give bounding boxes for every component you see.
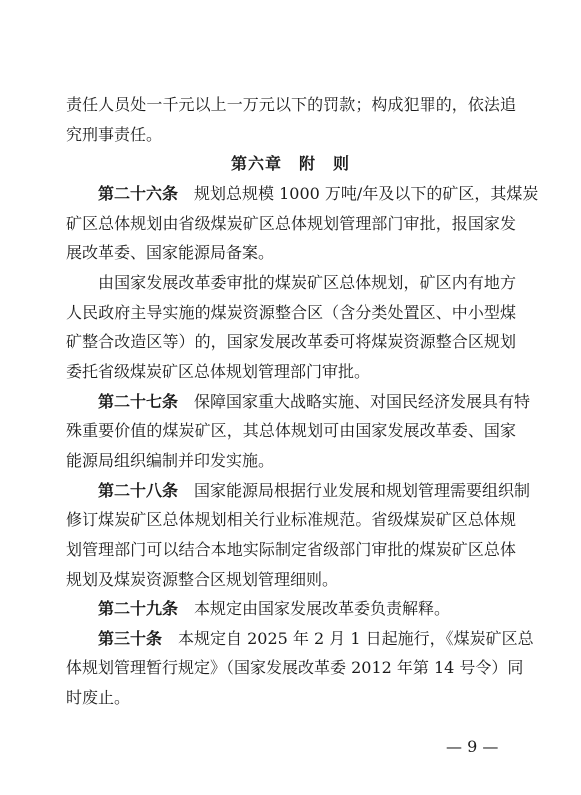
chapter-heading: 第六章 附 则 (230, 154, 350, 173)
article-number: 第二十七条 (98, 392, 179, 411)
page-number: — 9 — (446, 737, 499, 756)
article-number: 第二十八条 (98, 481, 179, 500)
paragraph-line: 体规划管理暂行规定》（国家发展改革委 2012 年第 14 号令）同 (66, 658, 524, 677)
paragraph-line: 矿整合改造区等）的，国家发展改革委可将煤炭资源整合区规划 (66, 332, 516, 351)
paragraph-line: 展改革委、国家能源局备案。 (66, 243, 275, 262)
article-number: 第三十条 (98, 629, 163, 648)
article-30-line: 第三十条 本规定自 2025 年 2 月 1 日起施行，《煤炭矿区总 (98, 629, 534, 648)
article-28-line: 第二十八条 国家能源局根据行业发展和规划管理需要组织制 (98, 481, 531, 500)
paragraph-line: 究刑事责任。 (66, 125, 163, 144)
paragraph-line: 由国家发展改革委审批的煤炭矿区总体规划，矿区内有地方 (98, 273, 516, 292)
article-26-line: 第二十六条 规划总规模 1000 万吨/年及以下的矿区，其煤炭 (98, 184, 539, 203)
paragraph-line: 能源局组织编制并印发实施。 (66, 451, 275, 470)
paragraph-line: 人民政府主导实施的煤炭资源整合区（含分类处置区、中小型煤 (66, 303, 516, 322)
article-29-line: 第二十九条 本规定由国家发展改革委负责解释。 (98, 599, 451, 618)
article-number: 第二十六条 (98, 184, 179, 203)
paragraph-line: 划管理部门可以结合本地实际制定省级部门审批的煤炭矿区总体 (66, 540, 516, 559)
article-number: 第二十九条 (98, 599, 179, 618)
paragraph-line: 殊重要价值的煤炭矿区，其总体规划可由国家发展改革委、国家 (66, 421, 516, 440)
article-27-line: 第二十七条 保障国家重大战略实施、对国民经济发展具有特 (98, 392, 531, 411)
paragraph-line: 矿区总体规划由省级煤炭矿区总体规划管理部门审批，报国家发 (66, 214, 516, 233)
paragraph-line: 规划及煤炭资源整合区规划管理细则。 (66, 570, 339, 589)
paragraph-line: 时废止。 (66, 688, 131, 707)
paragraph-line: 委托省级煤炭矿区总体规划管理部门审批。 (66, 362, 371, 381)
paragraph-line: 修订煤炭矿区总体规划相关行业标准规范。省级煤炭矿区总体规 (66, 510, 516, 529)
paragraph-line: 责任人员处一千元以上一万元以下的罚款；构成犯罪的，依法追 (66, 95, 516, 114)
